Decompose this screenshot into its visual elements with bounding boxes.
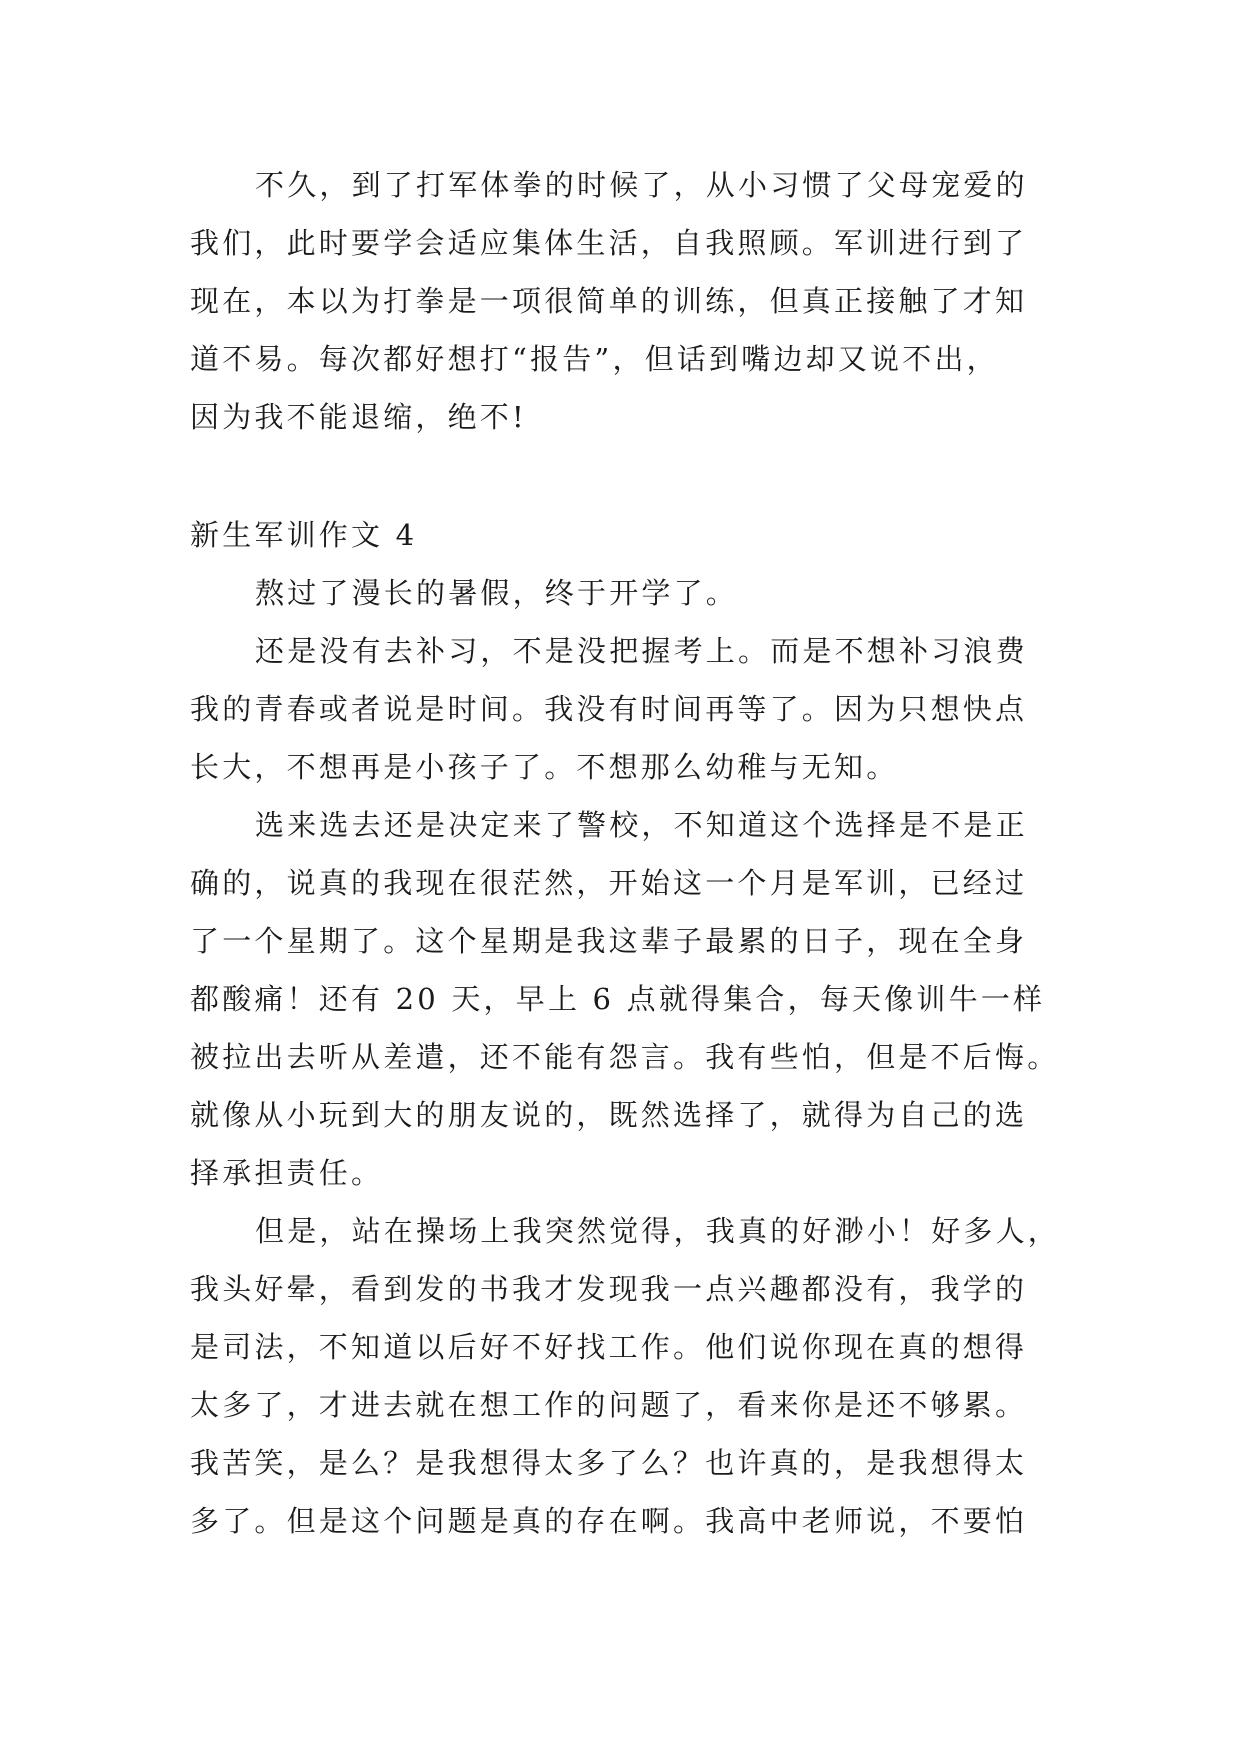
paragraph-line: 我的青春或者说是时间。我没有时间再等了。因为只想快点 — [190, 692, 1028, 726]
paragraph-line: 被拉出去听从差遣，还不能有怨言。我有些怕，但是不后悔。 — [190, 1040, 1060, 1074]
paragraph-line: 但是，站在操场上我突然觉得，我真的好渺小！好多人， — [255, 1214, 1061, 1248]
paragraph-line: 因为我不能退缩，绝不! — [190, 400, 527, 434]
paragraph-line: 我苦笑，是么？是我想得太多了么？也许真的，是我想得太 — [190, 1446, 1028, 1480]
section-heading: 新生军训作文 4 — [190, 518, 418, 552]
paragraph-line: 我们，此时要学会适应集体生活，自我照顾。军训进行到了 — [190, 226, 1028, 260]
paragraph-line: 选来选去还是决定来了警校，不知道这个选择是不是正 — [255, 808, 1028, 842]
paragraph-line: 还是没有去补习，不是没把握考上。而是不想补习浪费 — [255, 634, 1028, 668]
paragraph-line: 道不易。每次都好想打“报告”，但话到嘴边却又说不出， — [190, 342, 999, 376]
paragraph-line: 就像从小玩到大的朋友说的，既然选择了，就得为自己的选 — [190, 1098, 1028, 1132]
paragraph-line: 择承担责任。 — [190, 1156, 384, 1190]
paragraph-line: 长大，不想再是小孩子了。不想那么幼稚与无知。 — [190, 750, 899, 784]
paragraph-line: 不久，到了打军体拳的时候了，从小习惯了父母宠爱的 — [255, 168, 1028, 202]
paragraph-line: 确的，说真的我现在很茫然，开始这一个月是军训，已经过 — [190, 866, 1028, 900]
paragraph-line: 太多了，才进去就在想工作的问题了，看来你是还不够累。 — [190, 1388, 1028, 1422]
paragraph-line: 是司法，不知道以后好不好找工作。他们说你现在真的想得 — [190, 1330, 1028, 1364]
paragraph-line: 我头好晕，看到发的书我才发现我一点兴趣都没有，我学的 — [190, 1272, 1028, 1306]
paragraph-line: 熬过了漫长的暑假，终于开学了。 — [255, 576, 739, 610]
paragraph-line: 现在，本以为打拳是一项很简单的训练，但真正接触了才知 — [190, 284, 1028, 318]
paragraph-line: 都酸痛！还有 20 天，早上 6 点就得集合，每天像训牛一样 — [190, 982, 1046, 1016]
paragraph-line: 多了。但是这个问题是真的存在啊。我高中老师说，不要怕 — [190, 1504, 1028, 1538]
paragraph-line: 了一个星期了。这个星期是我这辈子最累的日子，现在全身 — [190, 924, 1028, 958]
